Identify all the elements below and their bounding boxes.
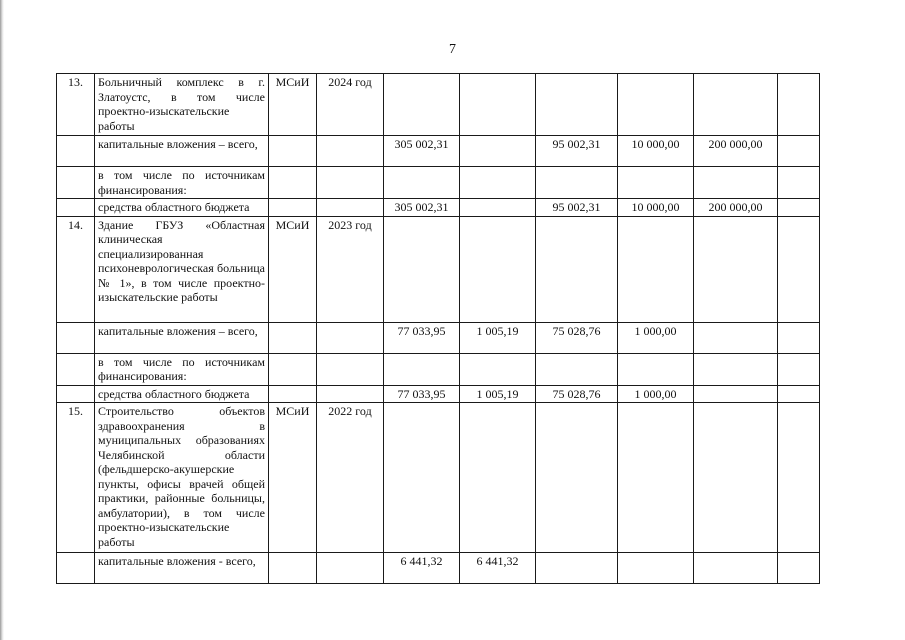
- page-number: 7: [449, 42, 456, 57]
- executor: [269, 353, 317, 385]
- executor: МСиИ: [269, 216, 317, 322]
- value-cell: [618, 216, 694, 322]
- value-cell: [536, 353, 618, 385]
- value-cell: [778, 216, 820, 322]
- table-row: [57, 322, 820, 353]
- value-cell: 75 028,76: [536, 322, 618, 353]
- object-name: средства областного бюджета: [95, 199, 269, 217]
- year: [317, 385, 384, 403]
- value-cell: [694, 353, 778, 385]
- table-row: [57, 385, 820, 403]
- value-cell: 1 000,00: [618, 322, 694, 353]
- object-name: Строительство объектов здравоохранения в муниципальных образованиях Челябинской области (фельдшерско-акушерские пункты, офисы врачей общей практики, районные больницы, амбулатории), в том числе проектно-изыскательские работы: [95, 403, 269, 553]
- value-cell: 10 000,00: [618, 136, 694, 167]
- value-cell: [778, 136, 820, 167]
- row-number: [57, 136, 95, 167]
- value-cell: [384, 74, 460, 136]
- value-cell: [536, 74, 618, 136]
- value-cell: [778, 167, 820, 199]
- value-cell: [694, 74, 778, 136]
- table-row: [57, 199, 820, 217]
- table-row: [57, 167, 820, 199]
- value-cell: 1 000,00: [618, 385, 694, 403]
- value-cell: [460, 216, 536, 322]
- object-name: средства областного бюджета: [95, 385, 269, 403]
- scan-edge-shadow: [0, 0, 4, 640]
- executor: [269, 167, 317, 199]
- value-cell: 10 000,00: [618, 199, 694, 217]
- object-name: капитальные вложения – всего,: [95, 322, 269, 353]
- executor: [269, 385, 317, 403]
- table-row: [57, 74, 820, 136]
- value-cell: [460, 167, 536, 199]
- value-cell: 77 033,95: [384, 322, 460, 353]
- value-cell: 95 002,31: [536, 199, 618, 217]
- value-cell: [694, 385, 778, 403]
- value-cell: [536, 403, 618, 553]
- value-cell: 305 002,31: [384, 136, 460, 167]
- year: 2024 год: [317, 74, 384, 136]
- row-number: 13.: [57, 74, 95, 136]
- object-name: Здание ГБУЗ «Областная клиническая специализированная психоневрологическая больница № 1», в том числе проектно-изыскательские работы: [95, 216, 269, 322]
- value-cell: [694, 322, 778, 353]
- row-number: 15.: [57, 403, 95, 553]
- row-number: [57, 167, 95, 199]
- table-row: [57, 136, 820, 167]
- value-cell: [384, 353, 460, 385]
- value-cell: [694, 216, 778, 322]
- year: [317, 136, 384, 167]
- object-name: в том числе по источникам финансирования:: [95, 167, 269, 199]
- executor: [269, 199, 317, 217]
- value-cell: [778, 403, 820, 553]
- value-cell: [778, 199, 820, 217]
- year: [317, 553, 384, 584]
- year: 2023 год: [317, 216, 384, 322]
- value-cell: 200 000,00: [694, 199, 778, 217]
- value-cell: [460, 199, 536, 217]
- value-cell: [694, 553, 778, 584]
- value-cell: [778, 322, 820, 353]
- row-number: [57, 322, 95, 353]
- value-cell: 75 028,76: [536, 385, 618, 403]
- executor: [269, 136, 317, 167]
- value-cell: 1 005,19: [460, 385, 536, 403]
- row-number: 14.: [57, 216, 95, 322]
- value-cell: [778, 385, 820, 403]
- value-cell: [694, 167, 778, 199]
- executor: [269, 322, 317, 353]
- value-cell: 77 033,95: [384, 385, 460, 403]
- row-number: [57, 385, 95, 403]
- value-cell: [618, 167, 694, 199]
- executor: [269, 553, 317, 584]
- value-cell: [536, 216, 618, 322]
- value-cell: 6 441,32: [384, 553, 460, 584]
- value-cell: [778, 553, 820, 584]
- value-cell: [384, 403, 460, 553]
- object-name: капитальные вложения - всего,: [95, 553, 269, 584]
- row-number: [57, 553, 95, 584]
- row-number: [57, 199, 95, 217]
- object-name: Больничный комплекс в г. Златоустс, в том числе проектно-изыскательские работы: [95, 74, 269, 136]
- value-cell: [694, 403, 778, 553]
- table-row: [57, 553, 820, 584]
- year: [317, 199, 384, 217]
- value-cell: [618, 353, 694, 385]
- value-cell: 1 005,19: [460, 322, 536, 353]
- table-row: [57, 216, 820, 322]
- value-cell: [536, 553, 618, 584]
- value-cell: 95 002,31: [536, 136, 618, 167]
- year: [317, 353, 384, 385]
- object-name: в том числе по источникам финансирования:: [95, 353, 269, 385]
- table-row: [57, 353, 820, 385]
- value-cell: [460, 403, 536, 553]
- executor: МСиИ: [269, 403, 317, 553]
- table-row: [57, 403, 820, 553]
- value-cell: 305 002,31: [384, 199, 460, 217]
- value-cell: [618, 553, 694, 584]
- object-name: капитальные вложения – всего,: [95, 136, 269, 167]
- value-cell: 200 000,00: [694, 136, 778, 167]
- year: 2022 год: [317, 403, 384, 553]
- year: [317, 322, 384, 353]
- value-cell: [618, 74, 694, 136]
- value-cell: [460, 74, 536, 136]
- value-cell: [460, 136, 536, 167]
- value-cell: [618, 403, 694, 553]
- executor: МСиИ: [269, 74, 317, 136]
- value-cell: [536, 167, 618, 199]
- value-cell: [778, 74, 820, 136]
- financing-table: [56, 73, 820, 584]
- value-cell: [460, 353, 536, 385]
- value-cell: [384, 167, 460, 199]
- year: [317, 167, 384, 199]
- value-cell: [384, 216, 460, 322]
- value-cell: [778, 353, 820, 385]
- row-number: [57, 353, 95, 385]
- value-cell: 6 441,32: [460, 553, 536, 584]
